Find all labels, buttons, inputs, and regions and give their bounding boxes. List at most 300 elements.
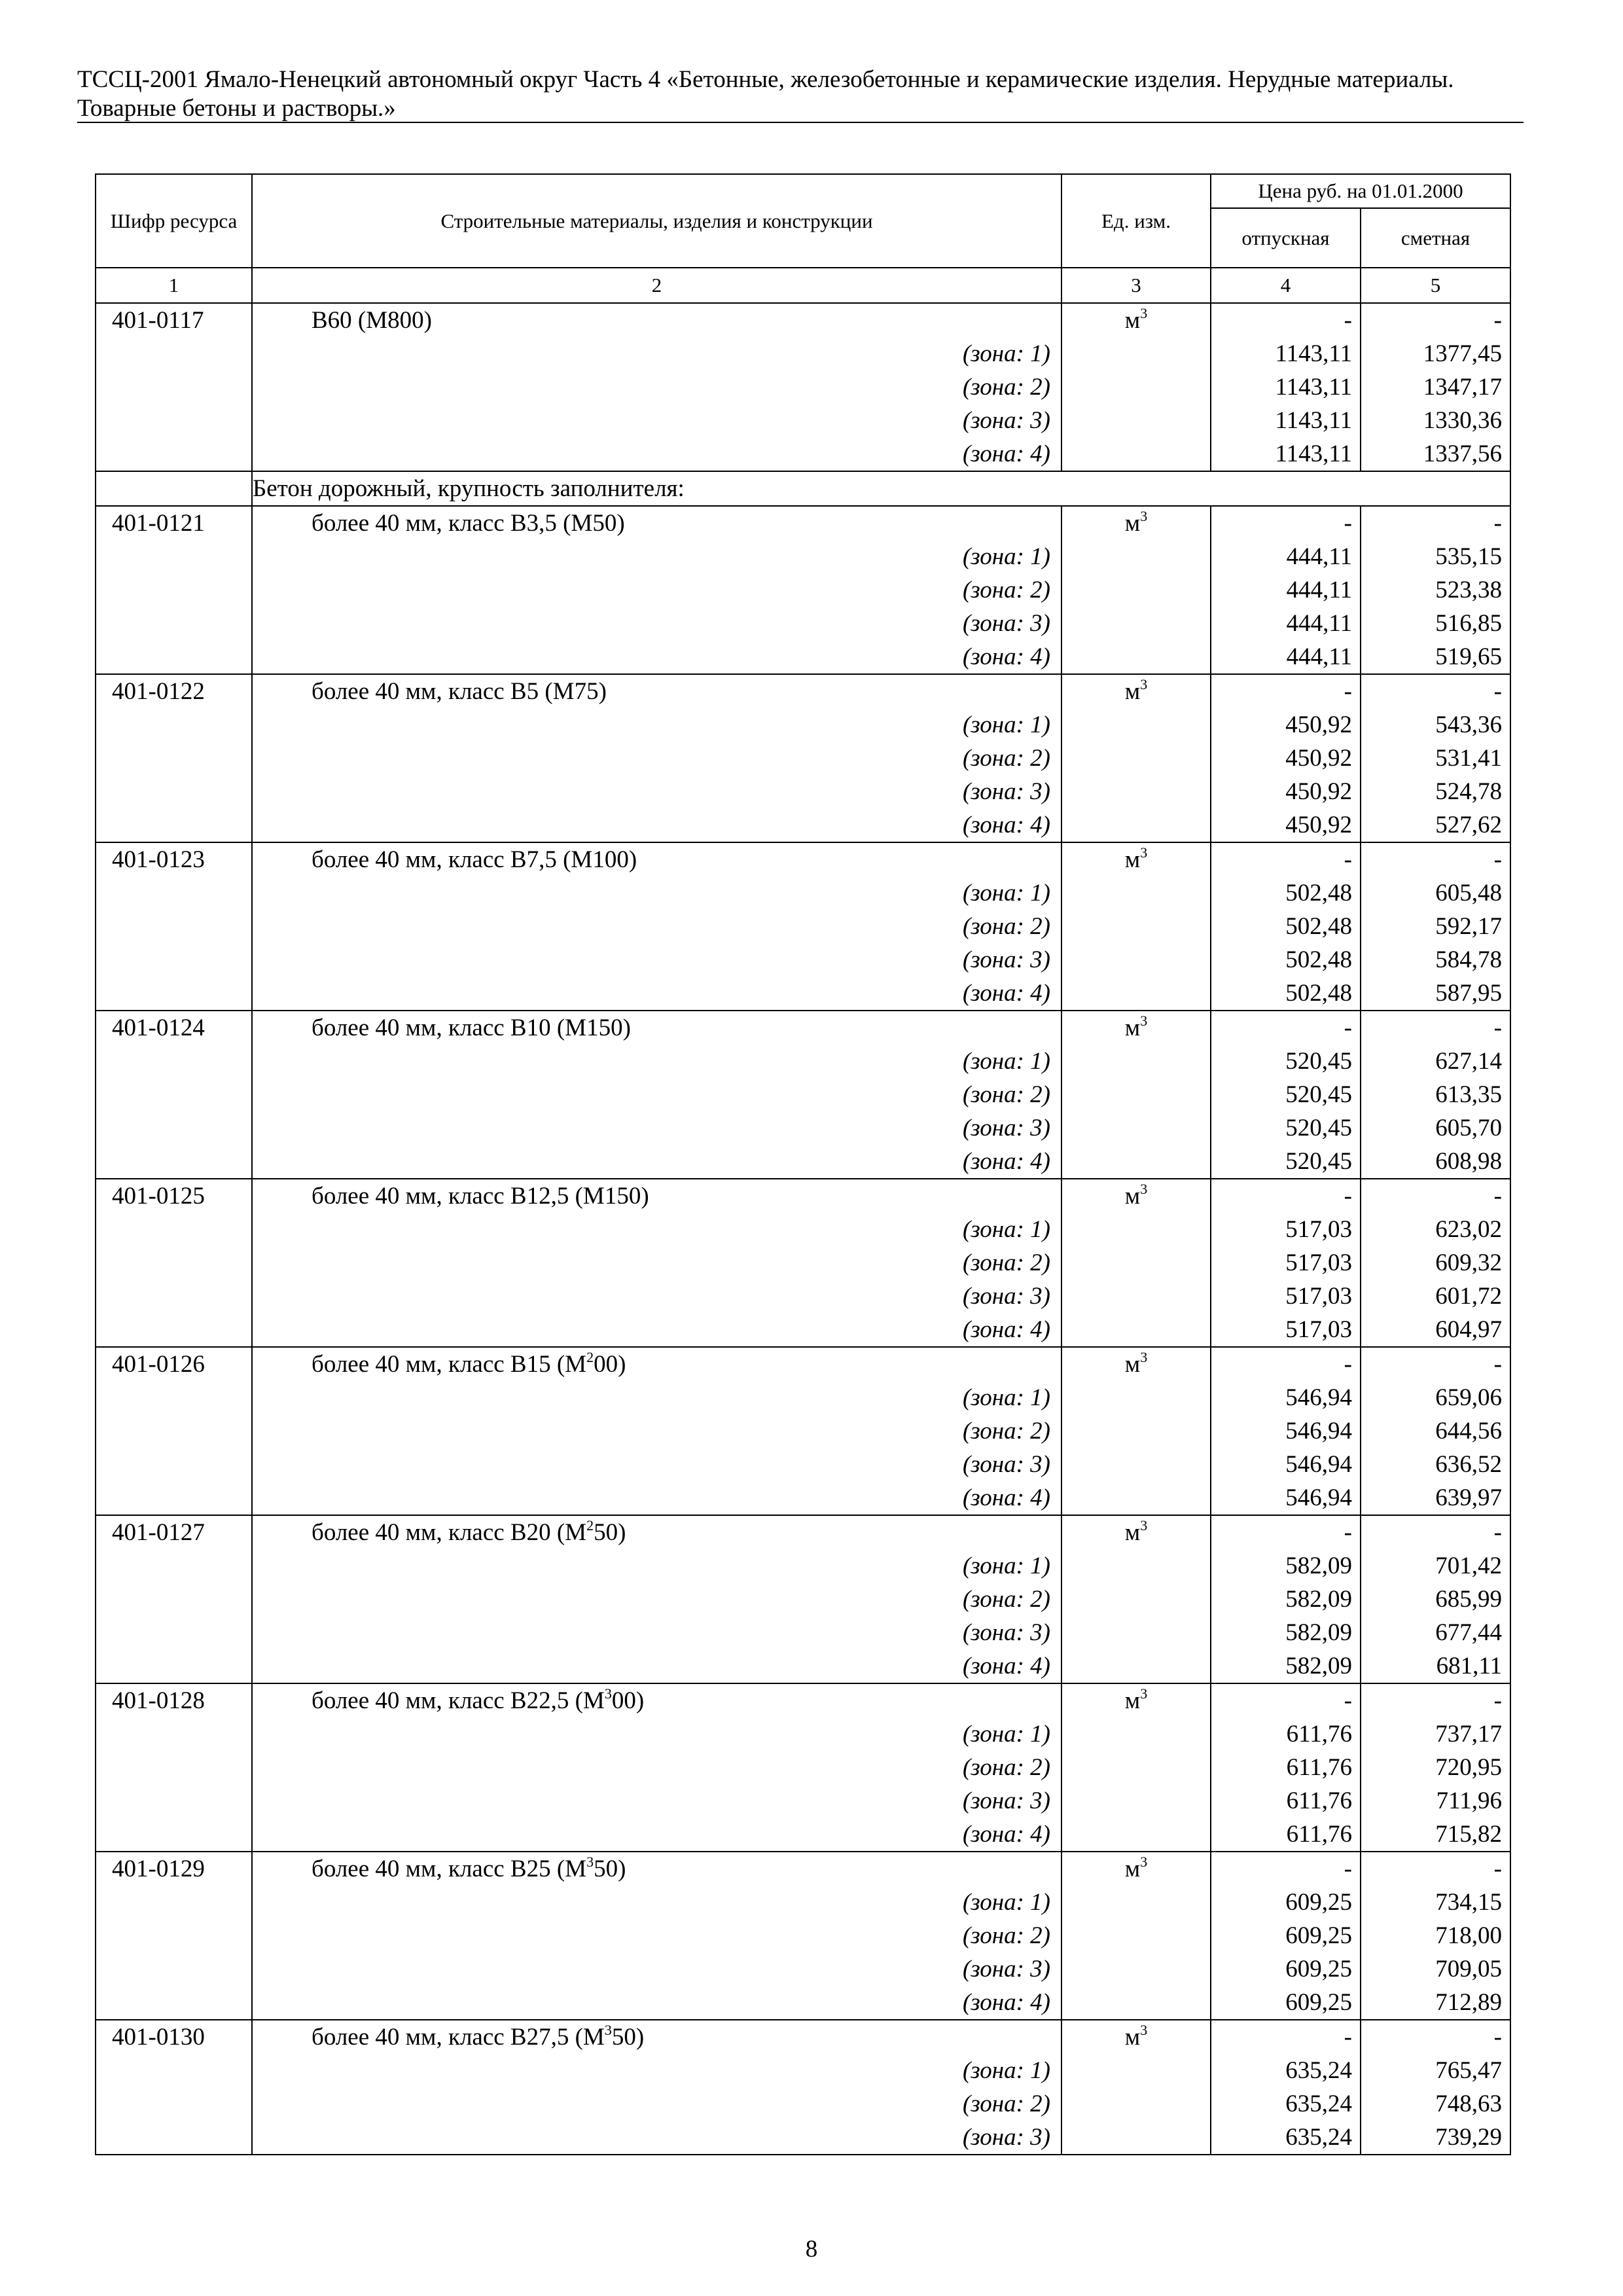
price-estimate: 627,14 (1361, 1045, 1510, 1078)
resource-code: 401-0122 (96, 674, 252, 708)
table-row (96, 977, 1510, 1011)
price-release: - (1211, 303, 1361, 337)
col-header-price-group: Цена руб. на 01.01.2000 (1211, 174, 1510, 208)
zone-label: (зона: 2) (252, 2087, 1061, 2121)
resource-code (96, 1448, 252, 1481)
resource-code (96, 471, 252, 506)
unit-sup: 3 (1140, 1685, 1148, 1702)
unit-cell (1061, 404, 1211, 437)
price-release: 444,11 (1211, 573, 1361, 607)
table-row (96, 1515, 1510, 1549)
material-name-text: более 40 мм, класс В12,5 (М150) (312, 1183, 649, 1210)
unit-cell (1061, 1448, 1211, 1481)
unit-sup: 3 (1140, 1349, 1148, 1365)
price-estimate: 1377,45 (1361, 337, 1510, 370)
material-name (252, 303, 1061, 337)
unit-cell (1061, 1313, 1211, 1347)
price-estimate: 711,96 (1361, 1784, 1510, 1818)
price-estimate: 681,11 (1361, 1649, 1510, 1683)
table-row (96, 1986, 1510, 2020)
page-number: 8 (805, 2236, 818, 2263)
price-estimate: - (1361, 1683, 1510, 1717)
table-row (96, 540, 1510, 573)
unit-cell (1061, 775, 1211, 808)
material-name-text: В60 (М800) (312, 307, 432, 334)
resource-code: 401-0129 (96, 1852, 252, 1886)
resource-code (96, 1045, 252, 1078)
unit-cell (1061, 1347, 1211, 1381)
price-estimate: 748,63 (1361, 2087, 1510, 2121)
price-release: 582,09 (1211, 1549, 1361, 1583)
price-estimate: 535,15 (1361, 540, 1510, 573)
resource-code (96, 2121, 252, 2155)
material-name-text: более 40 мм, класс В27,5 (М (312, 2024, 605, 2051)
table-row (96, 1145, 1510, 1179)
price-table (95, 173, 1511, 2155)
material-name-sup: 3 (604, 2022, 612, 2038)
table-row (96, 1414, 1510, 1448)
zone-label: (зона: 1) (252, 337, 1061, 370)
table-row (96, 1919, 1510, 1952)
price-estimate: - (1361, 1347, 1510, 1381)
price-release: 582,09 (1211, 1616, 1361, 1649)
section-row (96, 471, 1510, 506)
table-row (96, 370, 1510, 404)
zone-label: (зона: 1) (252, 708, 1061, 742)
zone-label: (зона: 1) (252, 876, 1061, 910)
price-release: 444,11 (1211, 607, 1361, 640)
zone-label: (зона: 3) (252, 775, 1061, 808)
price-release: 520,45 (1211, 1111, 1361, 1145)
unit-cell (1061, 1852, 1211, 1886)
price-estimate: 715,82 (1361, 1818, 1510, 1852)
unit-cell (1061, 1784, 1211, 1818)
resource-code (96, 1481, 252, 1515)
material-name-text: более 40 мм, класс В3,5 (М50) (312, 510, 625, 537)
price-release: 444,11 (1211, 540, 1361, 573)
unit-cell (1061, 506, 1211, 540)
unit-cell (1061, 708, 1211, 742)
unit-sup: 3 (1140, 1517, 1148, 1534)
resource-code: 401-0124 (96, 1011, 252, 1045)
zone-label: (зона: 2) (252, 1751, 1061, 1784)
price-estimate: 737,17 (1361, 1717, 1510, 1751)
zone-label: (зона: 2) (252, 1246, 1061, 1280)
unit-cell (1061, 437, 1211, 471)
material-name-text: более 40 мм, класс В5 (М75) (312, 678, 607, 705)
price-release: 546,94 (1211, 1448, 1361, 1481)
price-estimate: 1347,17 (1361, 370, 1510, 404)
material-name (252, 2020, 1061, 2054)
unit-sup: 3 (1140, 1854, 1148, 1870)
price-release: 450,92 (1211, 775, 1361, 808)
unit-text: м (1124, 510, 1141, 537)
unit-cell (1061, 1952, 1211, 1986)
resource-code (96, 640, 252, 674)
price-estimate: 712,89 (1361, 1986, 1510, 2020)
table-row (96, 1448, 1510, 1481)
unit-cell (1061, 1649, 1211, 1683)
table-row (96, 1381, 1510, 1414)
unit-sup: 3 (1140, 2022, 1148, 2038)
table-row (96, 674, 1510, 708)
table-row (96, 607, 1510, 640)
unit-cell (1061, 1481, 1211, 1515)
unit-cell (1061, 943, 1211, 977)
col-number: 5 (1361, 268, 1510, 303)
zone-label: (зона: 1) (252, 1549, 1061, 1583)
price-release: 520,45 (1211, 1045, 1361, 1078)
unit-cell (1061, 1145, 1211, 1179)
price-estimate: 516,85 (1361, 607, 1510, 640)
table-row (96, 1549, 1510, 1583)
table-row (96, 1952, 1510, 1986)
zone-label: (зона: 3) (252, 404, 1061, 437)
zone-label: (зона: 4) (252, 1986, 1061, 2020)
price-release: - (1211, 1347, 1361, 1381)
price-release: 611,76 (1211, 1717, 1361, 1751)
resource-code (96, 2087, 252, 2121)
zone-label: (зона: 4) (252, 1145, 1061, 1179)
unit-cell (1061, 1683, 1211, 1717)
zone-label: (зона: 1) (252, 1381, 1061, 1414)
unit-cell (1061, 1515, 1211, 1549)
material-name (252, 1179, 1061, 1213)
zone-label: (зона: 4) (252, 437, 1061, 471)
price-estimate: - (1361, 1011, 1510, 1045)
resource-code (96, 437, 252, 471)
table-body (96, 303, 1510, 2155)
material-name-sup: 3 (604, 1685, 612, 1702)
resource-code: 401-0121 (96, 506, 252, 540)
zone-label: (зона: 2) (252, 370, 1061, 404)
price-estimate: 531,41 (1361, 742, 1510, 775)
resource-code (96, 708, 252, 742)
unit-cell (1061, 640, 1211, 674)
unit-cell (1061, 1213, 1211, 1246)
unit-cell (1061, 1919, 1211, 1952)
resource-code: 401-0123 (96, 842, 252, 876)
price-release: 546,94 (1211, 1414, 1361, 1448)
header-title-line-2: Товарные бетоны и растворы.» (77, 95, 396, 122)
resource-code (96, 1549, 252, 1583)
price-release: 546,94 (1211, 1381, 1361, 1414)
unit-cell (1061, 303, 1211, 337)
table-row (96, 2054, 1510, 2087)
price-release: 450,92 (1211, 742, 1361, 775)
unit-text: м (1124, 678, 1141, 705)
zone-label: (зона: 1) (252, 2054, 1061, 2087)
zone-label: (зона: 2) (252, 1583, 1061, 1616)
zone-label: (зона: 3) (252, 1952, 1061, 1986)
unit-text: м (1124, 846, 1141, 873)
col-header-code: Шифр ресурса (96, 174, 252, 268)
resource-code (96, 1886, 252, 1919)
resource-code: 401-0126 (96, 1347, 252, 1381)
price-estimate: 1330,36 (1361, 404, 1510, 437)
unit-sup: 3 (1140, 305, 1148, 321)
table-row (96, 1213, 1510, 1246)
unit-cell (1061, 1717, 1211, 1751)
material-name (252, 842, 1061, 876)
table-row (96, 1481, 1510, 1515)
price-release: - (1211, 1683, 1361, 1717)
price-release: 520,45 (1211, 1078, 1361, 1111)
table-row (96, 1583, 1510, 1616)
table-row (96, 2087, 1510, 2121)
price-release: 502,48 (1211, 977, 1361, 1011)
resource-code (96, 1078, 252, 1111)
table-row (96, 1111, 1510, 1145)
table-row (96, 1818, 1510, 1852)
resource-code (96, 404, 252, 437)
price-estimate: - (1361, 1179, 1510, 1213)
price-estimate: 527,62 (1361, 808, 1510, 842)
zone-label: (зона: 1) (252, 1213, 1061, 1246)
price-estimate: 613,35 (1361, 1078, 1510, 1111)
resource-code (96, 977, 252, 1011)
material-name-sup: 2 (586, 1349, 594, 1365)
col-number: 4 (1211, 268, 1361, 303)
price-estimate: 584,78 (1361, 943, 1510, 977)
material-name (252, 1011, 1061, 1045)
unit-sup: 3 (1140, 844, 1148, 861)
price-estimate: 720,95 (1361, 1751, 1510, 1784)
table-row (96, 1751, 1510, 1784)
unit-cell (1061, 337, 1211, 370)
price-estimate: - (1361, 842, 1510, 876)
resource-code (96, 1381, 252, 1414)
table-row (96, 303, 1510, 337)
material-name-tail: 00) (611, 1687, 645, 1714)
resource-code (96, 1717, 252, 1751)
price-estimate: 765,47 (1361, 2054, 1510, 2087)
unit-cell (1061, 1246, 1211, 1280)
table-row (96, 2020, 1510, 2054)
unit-cell (1061, 540, 1211, 573)
table-row (96, 437, 1510, 471)
table-row (96, 775, 1510, 808)
zone-label: (зона: 1) (252, 1717, 1061, 1751)
zone-label: (зона: 3) (252, 2121, 1061, 2155)
price-release: - (1211, 674, 1361, 708)
table-row (96, 842, 1510, 876)
resource-code (96, 1616, 252, 1649)
material-name-tail: 00) (594, 1351, 626, 1378)
price-estimate: 639,97 (1361, 1481, 1510, 1515)
unit-cell (1061, 1381, 1211, 1414)
price-estimate: - (1361, 1852, 1510, 1886)
price-release: 502,48 (1211, 910, 1361, 943)
resource-code (96, 910, 252, 943)
resource-code (96, 808, 252, 842)
resource-code (96, 775, 252, 808)
unit-cell (1061, 977, 1211, 1011)
resource-code (96, 1986, 252, 2020)
table-row (96, 1078, 1510, 1111)
zone-label: (зона: 3) (252, 943, 1061, 977)
price-estimate: - (1361, 303, 1510, 337)
resource-code (96, 1145, 252, 1179)
zone-label: (зона: 4) (252, 1818, 1061, 1852)
unit-cell (1061, 1616, 1211, 1649)
resource-code (96, 742, 252, 775)
zone-label: (зона: 4) (252, 808, 1061, 842)
table-row (96, 1313, 1510, 1347)
resource-code (96, 1213, 252, 1246)
price-release: 609,25 (1211, 1919, 1361, 1952)
unit-sup: 3 (1140, 508, 1148, 524)
price-release: 609,25 (1211, 1886, 1361, 1919)
resource-code (96, 540, 252, 573)
unit-text: м (1124, 1856, 1141, 1882)
resource-code (96, 370, 252, 404)
zone-label: (зона: 2) (252, 1414, 1061, 1448)
zone-label: (зона: 2) (252, 910, 1061, 943)
price-release: 450,92 (1211, 708, 1361, 742)
document-header (77, 65, 1524, 123)
material-name-text: более 40 мм, класс В7,5 (М100) (312, 846, 637, 873)
zone-label: (зона: 3) (252, 1784, 1061, 1818)
unit-cell (1061, 1751, 1211, 1784)
unit-sup: 3 (1140, 676, 1148, 692)
zone-label: (зона: 4) (252, 977, 1061, 1011)
unit-cell (1061, 1111, 1211, 1145)
table-row (96, 640, 1510, 674)
price-release: 502,48 (1211, 943, 1361, 977)
price-estimate: 1337,56 (1361, 437, 1510, 471)
unit-cell (1061, 1549, 1211, 1583)
unit-cell (1061, 910, 1211, 943)
price-estimate: 587,95 (1361, 977, 1510, 1011)
resource-code (96, 2054, 252, 2087)
price-estimate: 601,72 (1361, 1280, 1510, 1313)
table-row (96, 1886, 1510, 1919)
zone-label: (зона: 1) (252, 1045, 1061, 1078)
unit-cell (1061, 1045, 1211, 1078)
price-release: - (1211, 1852, 1361, 1886)
col-number: 1 (96, 268, 252, 303)
zone-label: (зона: 4) (252, 1313, 1061, 1347)
table-row (96, 1011, 1510, 1045)
zone-label: (зона: 1) (252, 540, 1061, 573)
price-release: 502,48 (1211, 876, 1361, 910)
price-release: 517,03 (1211, 1246, 1361, 1280)
price-estimate: 519,65 (1361, 640, 1510, 674)
unit-cell (1061, 2121, 1211, 2155)
resource-code (96, 1280, 252, 1313)
price-release: 582,09 (1211, 1649, 1361, 1683)
table-row (96, 1649, 1510, 1683)
material-name-text: более 40 мм, класс В25 (М (312, 1856, 587, 1882)
resource-code (96, 1246, 252, 1280)
unit-text: м (1124, 1687, 1141, 1714)
zone-label: (зона: 2) (252, 742, 1061, 775)
resource-code (96, 1111, 252, 1145)
unit-cell (1061, 1583, 1211, 1616)
unit-text: м (1124, 2024, 1141, 2051)
price-estimate: 718,00 (1361, 1919, 1510, 1952)
price-release: 582,09 (1211, 1583, 1361, 1616)
resource-code: 401-0130 (96, 2020, 252, 2054)
unit-cell (1061, 1986, 1211, 2020)
unit-cell (1061, 1011, 1211, 1045)
zone-label: (зона: 4) (252, 1649, 1061, 1683)
resource-code (96, 1649, 252, 1683)
price-release: 450,92 (1211, 808, 1361, 842)
resource-code (96, 573, 252, 607)
table-row (96, 1717, 1510, 1751)
resource-code (96, 1952, 252, 1986)
unit-cell (1061, 742, 1211, 775)
resource-code: 401-0117 (96, 303, 252, 337)
table-row (96, 742, 1510, 775)
material-name-tail: 50) (611, 2024, 645, 2051)
table-row (96, 708, 1510, 742)
price-release: 546,94 (1211, 1481, 1361, 1515)
unit-cell (1061, 1414, 1211, 1448)
price-estimate: 685,99 (1361, 1583, 1510, 1616)
price-estimate: 709,05 (1361, 1952, 1510, 1986)
material-name-text: более 40 мм, класс В10 (М150) (312, 1014, 631, 1041)
price-release: 635,24 (1211, 2087, 1361, 2121)
price-estimate: - (1361, 2020, 1510, 2054)
unit-text: м (1124, 1183, 1141, 1210)
resource-code (96, 1919, 252, 1952)
unit-cell (1061, 2020, 1211, 2054)
material-name-sup: 3 (586, 1854, 594, 1870)
resource-code (96, 943, 252, 977)
price-release: 517,03 (1211, 1280, 1361, 1313)
price-estimate: 644,56 (1361, 1414, 1510, 1448)
table-row (96, 1347, 1510, 1381)
unit-cell (1061, 2054, 1211, 2087)
price-release: 517,03 (1211, 1213, 1361, 1246)
unit-cell (1061, 1818, 1211, 1852)
unit-cell (1061, 607, 1211, 640)
resource-code (96, 1818, 252, 1852)
price-estimate: 605,48 (1361, 876, 1510, 910)
table-row (96, 573, 1510, 607)
section-title: Бетон дорожный, крупность заполнителя: (252, 471, 1510, 506)
table-row (96, 404, 1510, 437)
col-header-price-estimate: сметная (1361, 208, 1510, 268)
resource-code: 401-0127 (96, 1515, 252, 1549)
resource-code (96, 337, 252, 370)
material-name (252, 674, 1061, 708)
material-name (252, 1852, 1061, 1886)
resource-code: 401-0128 (96, 1683, 252, 1717)
price-estimate: 623,02 (1361, 1213, 1510, 1246)
zone-label: (зона: 2) (252, 1919, 1061, 1952)
price-estimate: 734,15 (1361, 1886, 1510, 1919)
unit-cell (1061, 1886, 1211, 1919)
zone-label: (зона: 4) (252, 640, 1061, 674)
resource-code (96, 1313, 252, 1347)
price-release: 520,45 (1211, 1145, 1361, 1179)
header-divider (77, 122, 1524, 123)
price-estimate: 543,36 (1361, 708, 1510, 742)
unit-cell (1061, 1179, 1211, 1213)
price-release: - (1211, 842, 1361, 876)
material-name-text: более 40 мм, класс В20 (М (312, 1519, 587, 1546)
zone-label: (зона: 2) (252, 1078, 1061, 1111)
zone-label: (зона: 2) (252, 573, 1061, 607)
table-row (96, 1784, 1510, 1818)
resource-code (96, 876, 252, 910)
price-release: 444,11 (1211, 640, 1361, 674)
col-header-price-release: отпускная (1211, 208, 1361, 268)
